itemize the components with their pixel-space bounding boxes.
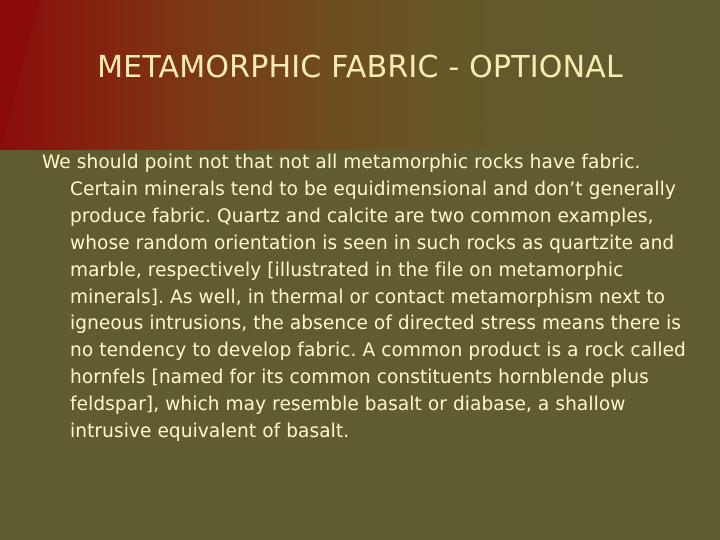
slide-body-paragraph: We should point not that not all metamorphic rocks have fabric. Certain minerals tend to be equidimensional and don’t generally produce fabric. Quartz and calcite are two common examples, whose random orientation is seen in such rocks as quartzite and marble, respectively [illustrated in the file on metamorphic minerals]. As well, in thermal or contact metamorphism next to igneous intrusions, the absence of directed stress means there is no tendency to develop fabric. A common product is a rock called hornfels [named for its common constituents hornblende plus feldspar], which may resemble basalt or diabase, a shallow intrusive equivalent of basalt. — [42, 152, 686, 443]
slide-title: METAMORPHIC FABRIC - OPTIONAL — [97, 50, 623, 85]
